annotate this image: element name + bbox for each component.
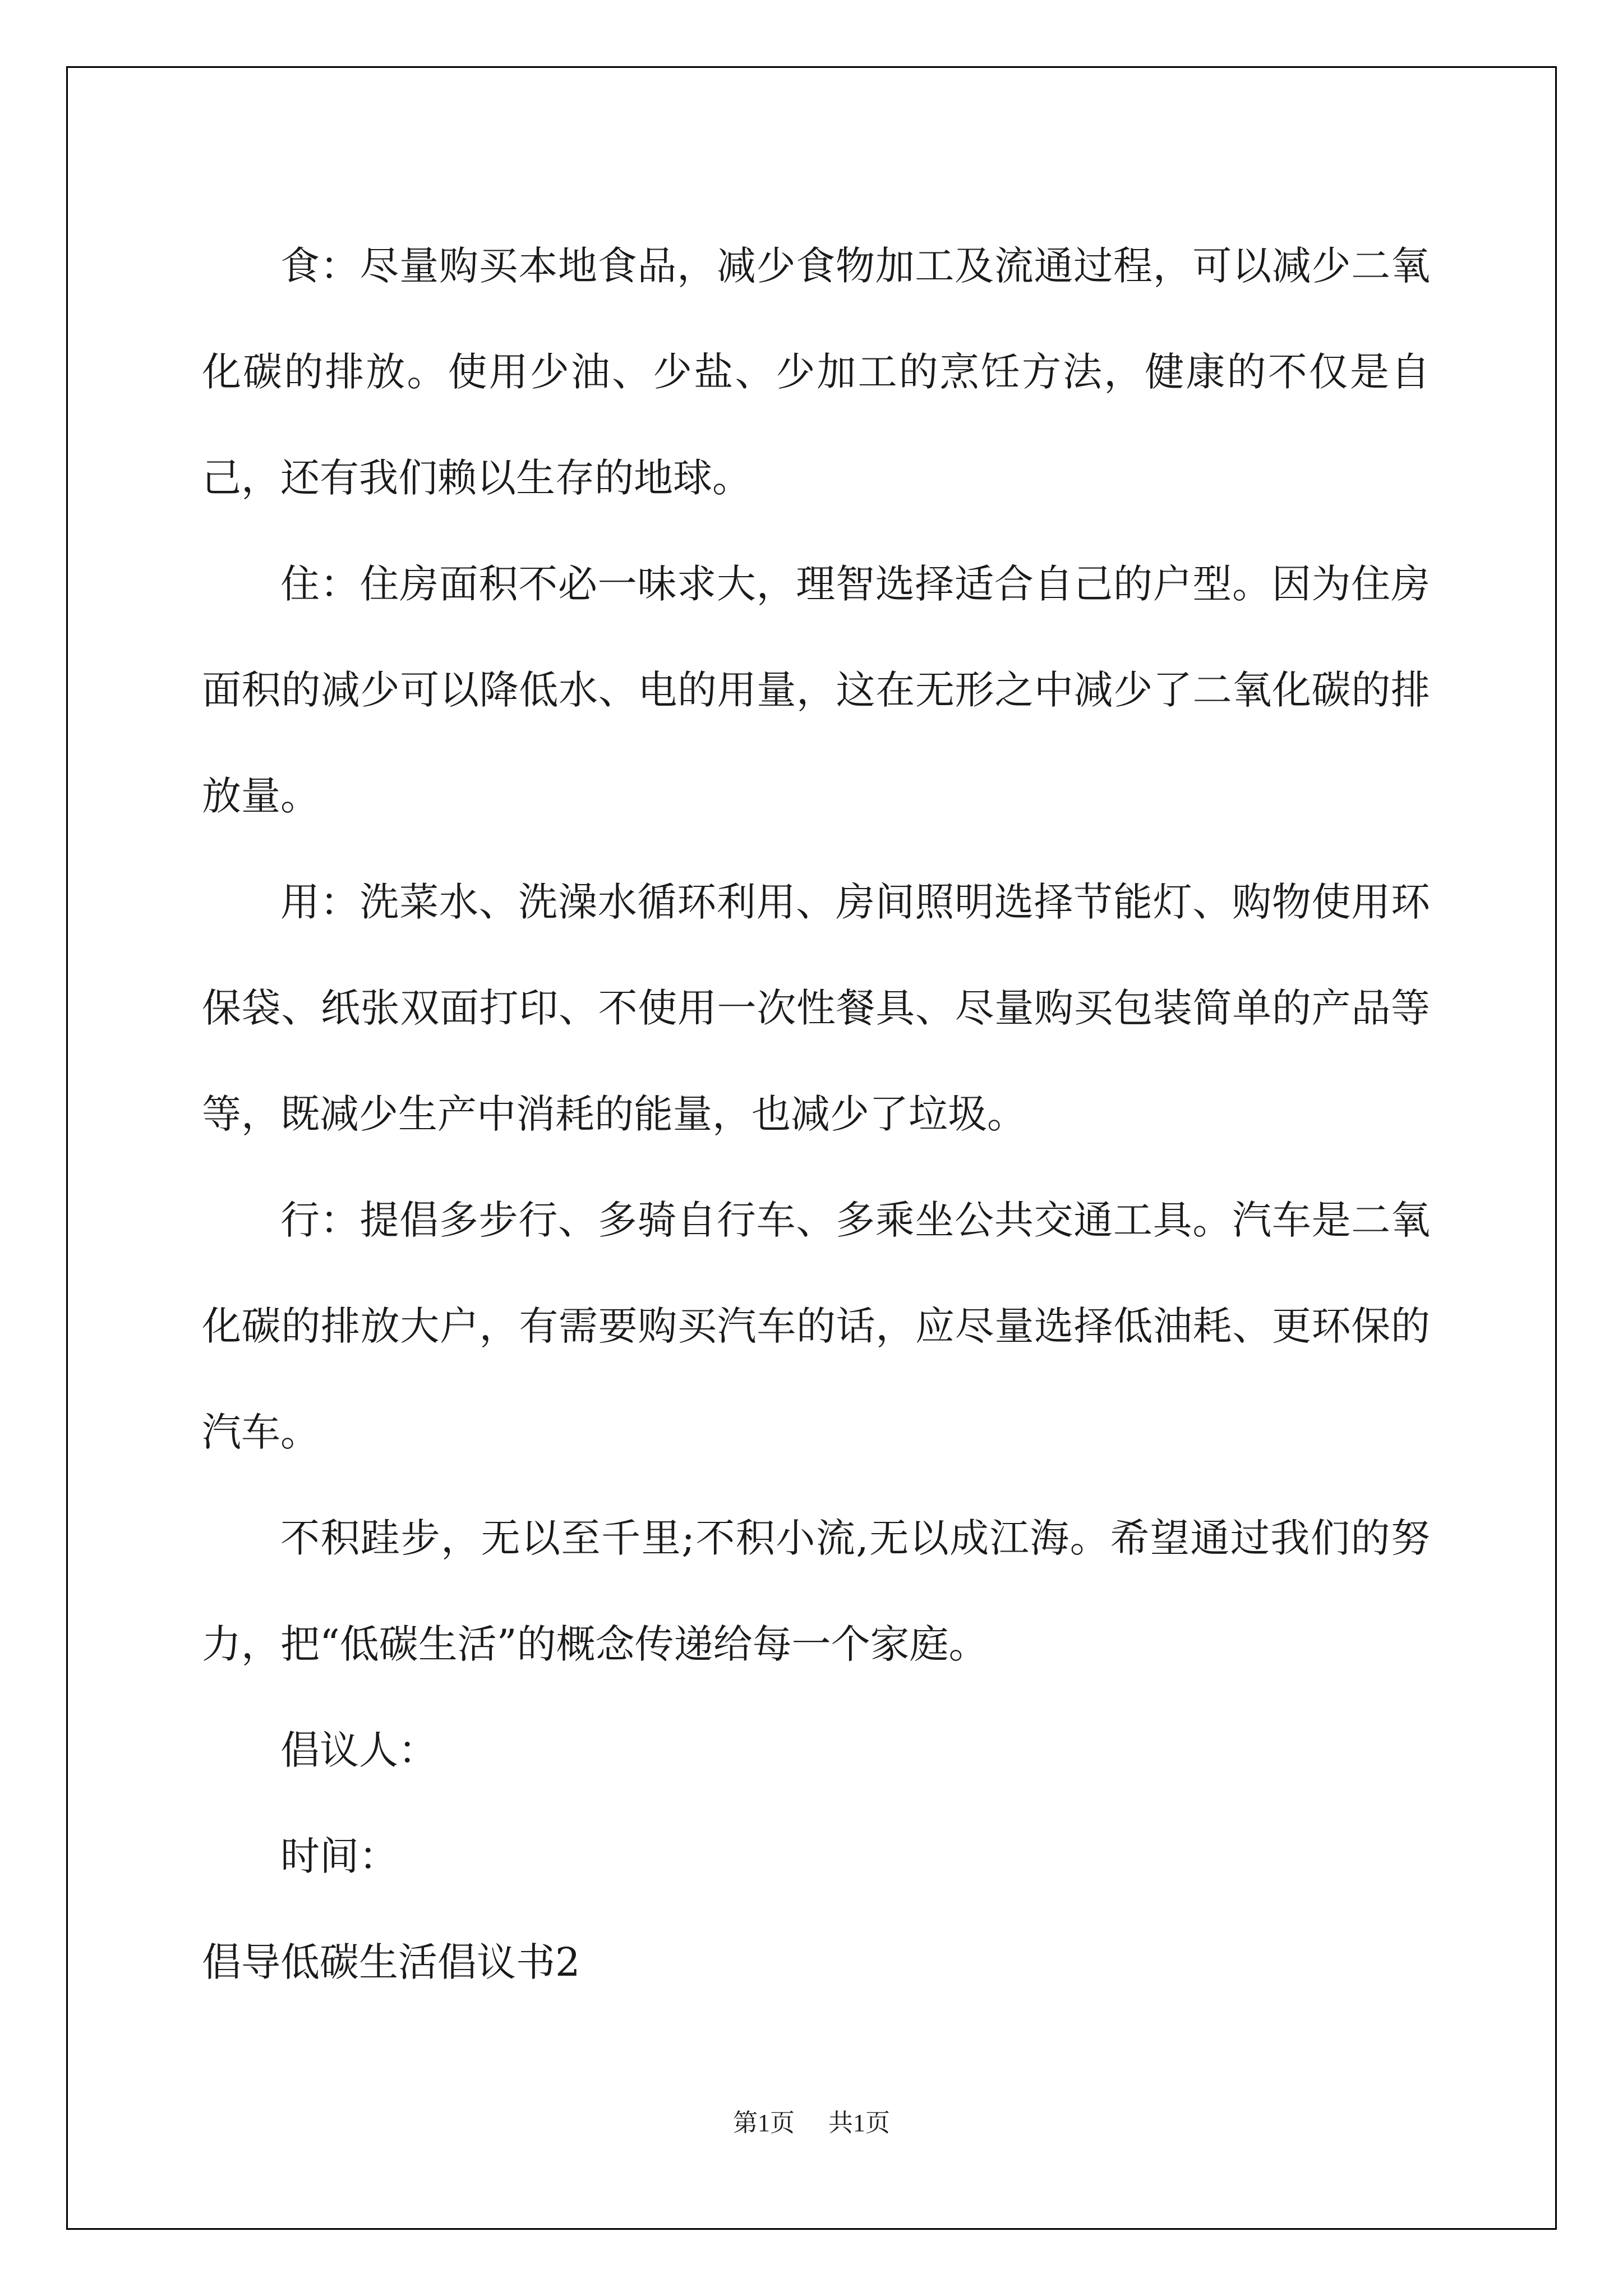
document-body bbox=[202, 213, 1430, 2016]
initiator-label: 倡议人： bbox=[280, 1727, 437, 1773]
paragraph-closing: 不积跬步，无以至千里;不积小流,无以成江海。希望通过我们的努力，把“低碳生活”的概念传递给每一个家庭。 bbox=[202, 1515, 1430, 1667]
paragraph-travel: 行：提倡多步行、多骑自行车、多乘坐公共交通工具。汽车是二氧化碳的排放大户，有需要购买汽车的话，应尽量选择低油耗、更环保的汽车。 bbox=[202, 1197, 1430, 1455]
paragraph-food: 食：尽量购买本地食品，减少食物加工及流通过程，可以减少二氧化碳的排放。使用少油、少盐、少加工的烹饪方法，健康的不仅是自己，还有我们赖以生存的地球。 bbox=[202, 243, 1430, 501]
page-number-current: 第1页 bbox=[733, 2109, 795, 2137]
date-label: 时间： bbox=[280, 1833, 398, 1879]
next-section-heading: 倡导低碳生活倡议书2 bbox=[202, 1939, 580, 1985]
page-number-total: 共1页 bbox=[828, 2109, 890, 2137]
paragraph-usage: 用：洗菜水、洗澡水循环利用、房间照明选择节能灯、购物使用环保袋、纸张双面打印、不使用一次性餐具、尽量购买包装简单的产品等等，既减少生产中消耗的能量，也减少了垃圾。 bbox=[202, 879, 1430, 1137]
paragraph-housing: 住：住房面积不必一味求大，理智选择适合自己的户型。因为住房面积的减少可以降低水、电的用量，这在无形之中减少了二氧化碳的排放量。 bbox=[202, 561, 1430, 819]
page-footer bbox=[0, 2102, 1623, 2138]
